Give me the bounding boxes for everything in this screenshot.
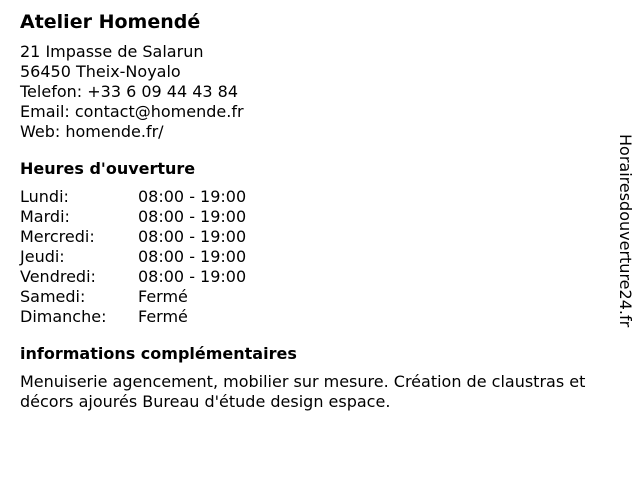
hours-row-friday xyxy=(20,267,620,287)
hours-value: 08:00 - 19:00 xyxy=(138,187,247,206)
additional-info xyxy=(20,343,620,412)
hours-value: 08:00 - 19:00 xyxy=(138,247,247,266)
watermark-text: Horairesdouverture24.fr xyxy=(616,134,635,328)
phone-text: Telefon: +33 6 09 44 43 84 xyxy=(20,82,239,101)
day-label: Samedi: xyxy=(20,287,86,306)
day-label: Dimanche: xyxy=(20,307,107,326)
email-text: Email: contact@homende.fr xyxy=(20,102,244,121)
hours-row-wednesday xyxy=(20,227,620,247)
opening-hours xyxy=(20,158,620,327)
info-description: Menuiserie agencement, mobilier sur mesure. Création de claustras et décors ajourés Bureau d'étude design espace. xyxy=(20,372,586,411)
hours-value: Fermé xyxy=(138,307,188,326)
hours-row-sunday xyxy=(20,307,620,327)
hours-value: 08:00 - 19:00 xyxy=(138,227,247,246)
business-card xyxy=(20,8,620,412)
day-label: Jeudi: xyxy=(20,247,65,266)
hours-value: Fermé xyxy=(138,287,188,306)
contact-block xyxy=(20,42,620,142)
day-label: Lundi: xyxy=(20,187,69,206)
hours-heading: Heures d'ouverture xyxy=(20,159,196,178)
hours-row-monday xyxy=(20,187,620,207)
hours-value: 08:00 - 19:00 xyxy=(138,267,247,286)
day-label: Mercredi: xyxy=(20,227,95,246)
day-label: Mardi: xyxy=(20,207,70,226)
day-label: Vendredi: xyxy=(20,267,96,286)
business-name: Atelier Homendé xyxy=(20,11,201,33)
hours-value: 08:00 - 19:00 xyxy=(138,207,247,226)
address-line-1: 21 Impasse de Salarun xyxy=(20,42,204,61)
hours-row-thursday xyxy=(20,247,620,267)
hours-row-tuesday xyxy=(20,207,620,227)
hours-row-saturday xyxy=(20,287,620,307)
web-text: Web: homende.fr/ xyxy=(20,122,164,141)
address-line-2: 56450 Theix-Noyalo xyxy=(20,62,181,81)
info-heading: informations complémentaires xyxy=(20,344,297,363)
